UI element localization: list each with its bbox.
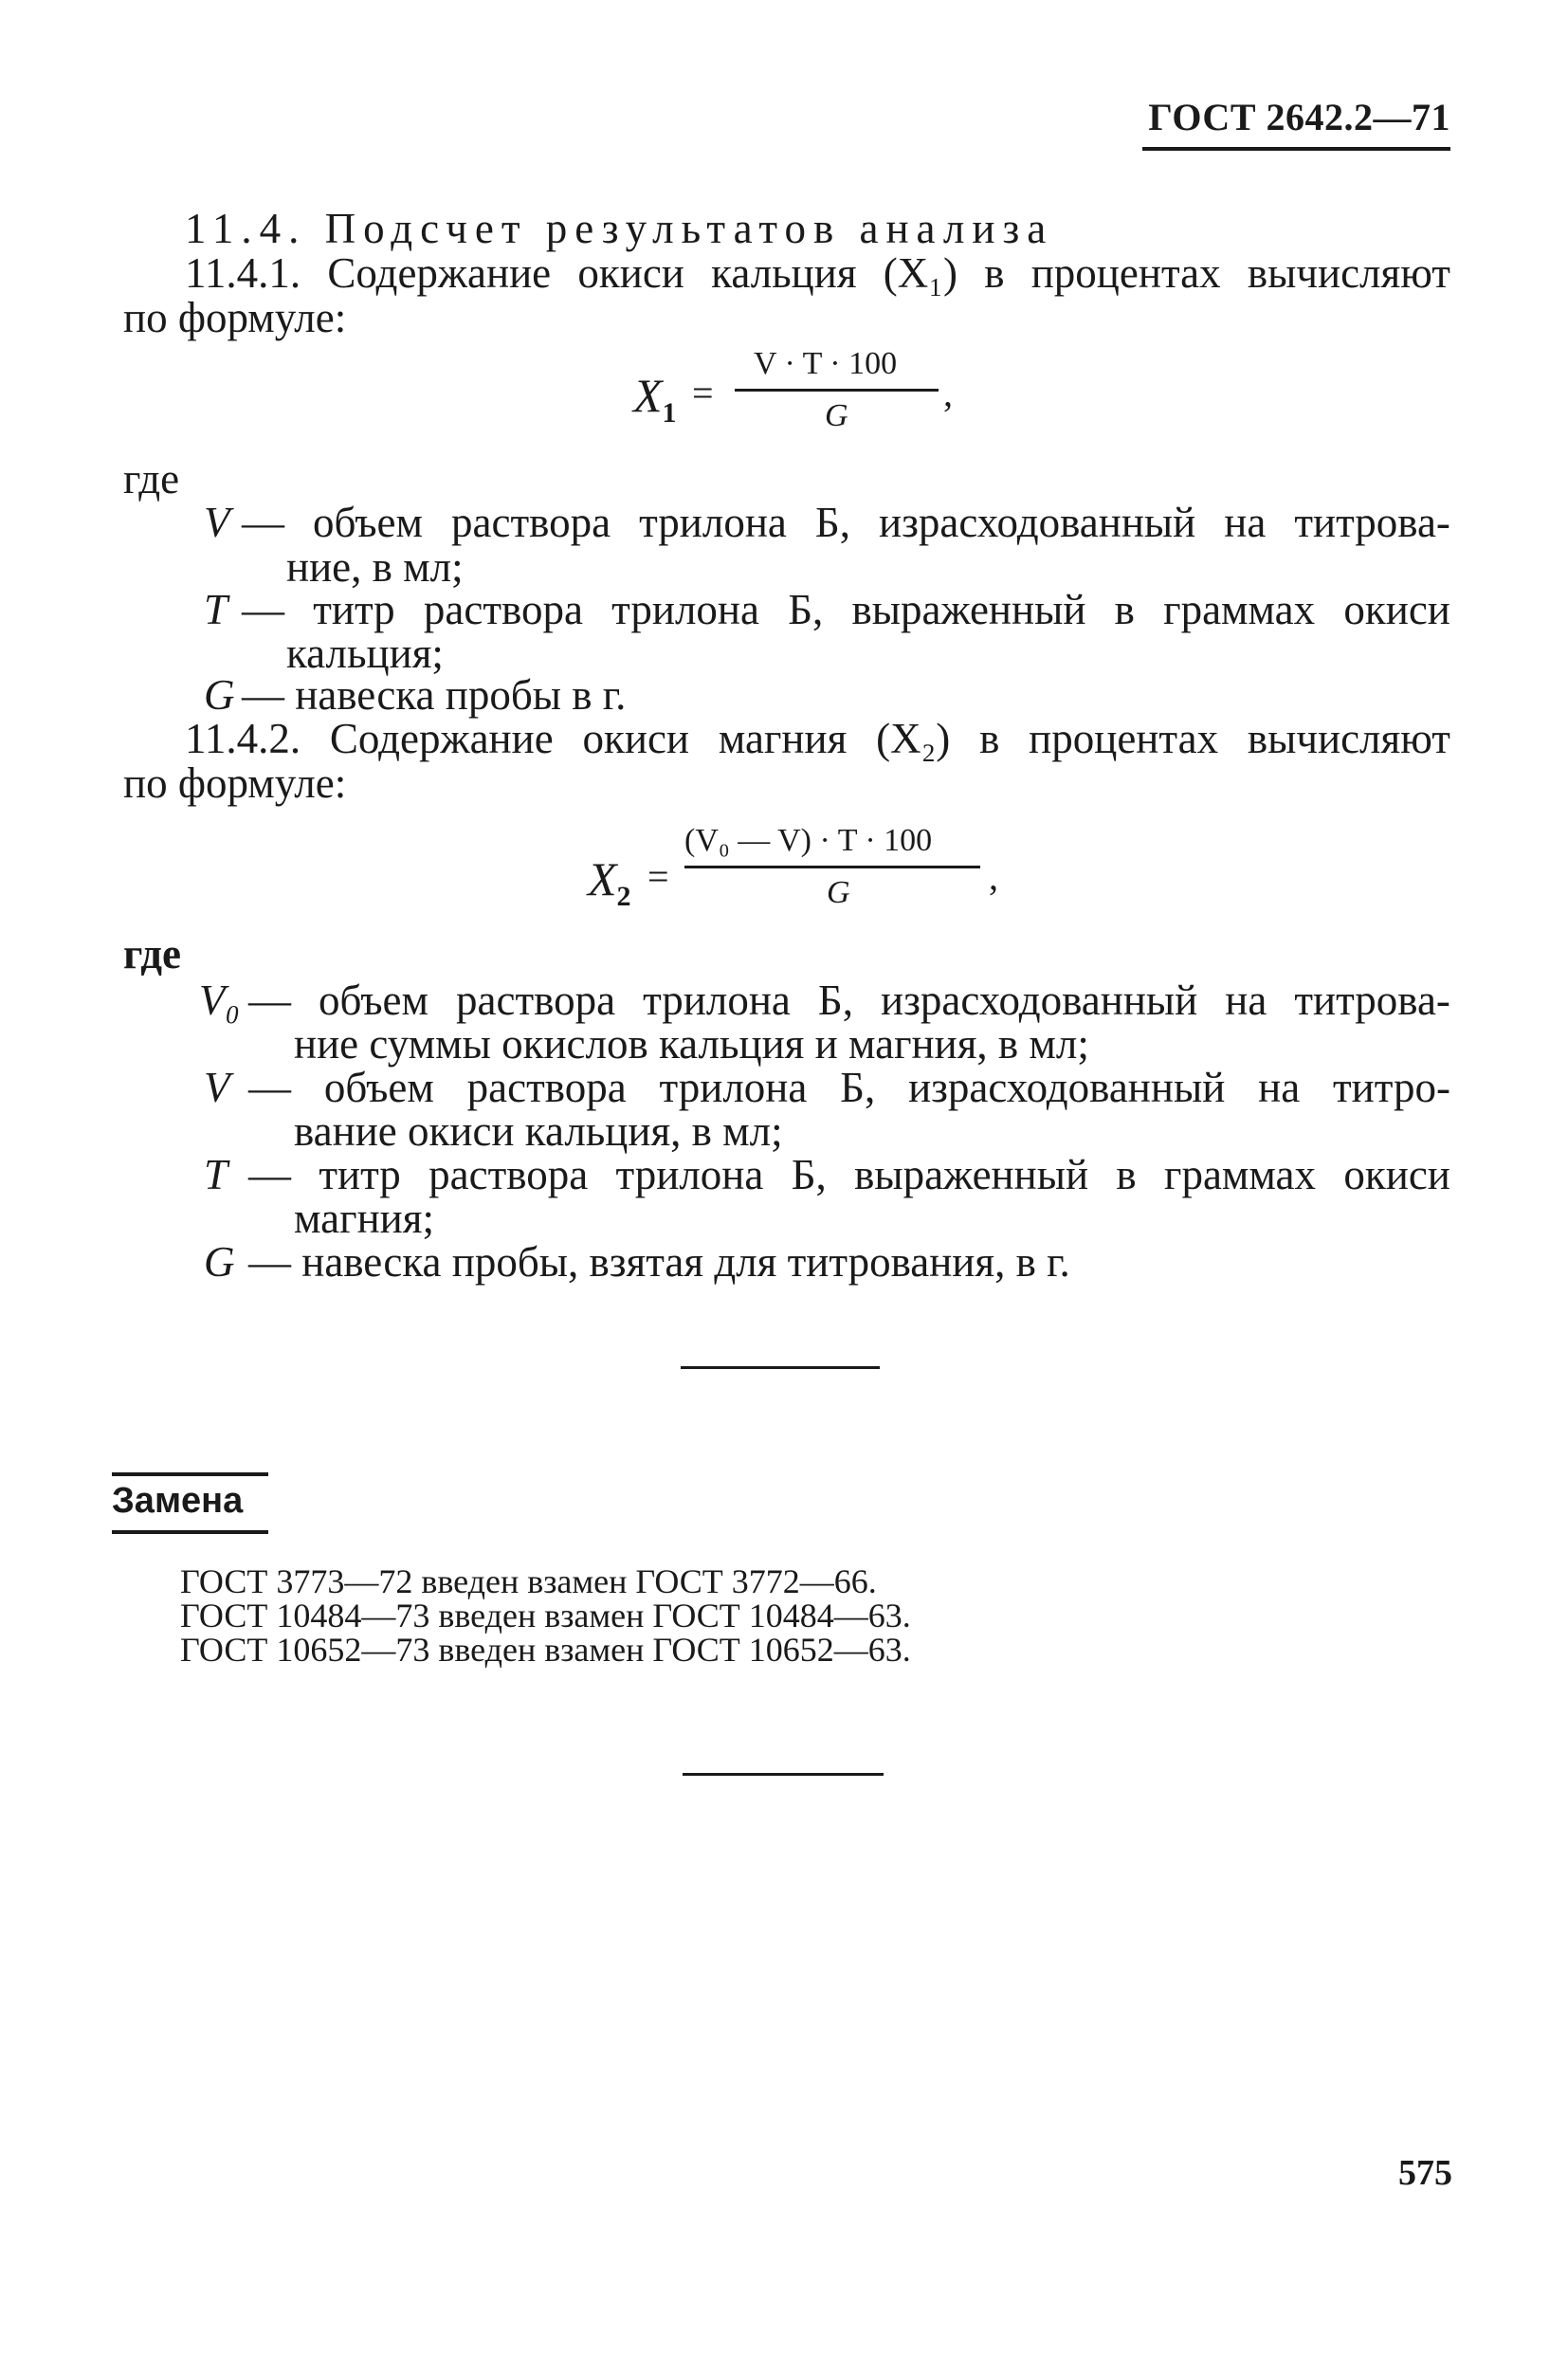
where-label-2: где xyxy=(123,930,181,977)
replacement-title: Замена xyxy=(112,1481,244,1521)
replacement-line-2: ГОСТ 10484—73 введен взамен ГОСТ 10484—63. xyxy=(180,1597,911,1634)
legend-1-t-line-2: кальция; xyxy=(286,630,444,677)
formula-2-comma: , xyxy=(989,855,998,898)
standard-header: ГОСТ 2642.2—71 xyxy=(1148,96,1450,138)
word: окиси xyxy=(582,715,690,762)
legend-1-g-line-1: — навеска пробы в г. xyxy=(242,671,627,719)
word: израсходованный xyxy=(908,1064,1226,1111)
word: трилона xyxy=(659,1064,808,1111)
word: в xyxy=(984,249,1005,297)
formula-2-bar xyxy=(684,866,980,868)
word: в xyxy=(1114,586,1135,633)
paragraph-1-line-2: по формуле: xyxy=(123,294,347,341)
replacement-rule-bottom xyxy=(112,1530,268,1534)
word: вычисляют xyxy=(1247,715,1450,762)
paragraph-2-line-1 xyxy=(185,717,1450,760)
legend-1-symbol-t: T xyxy=(204,586,228,633)
word: Б, xyxy=(840,1064,876,1111)
legend-2-symbol-g: G xyxy=(204,1238,235,1286)
word: трилона xyxy=(643,977,791,1024)
formula-1-x: X xyxy=(633,369,663,422)
legend-2-v0-line-1 xyxy=(248,978,1450,1022)
formula-1-denominator: G xyxy=(825,398,848,433)
word: раствора xyxy=(466,1064,627,1111)
word: окиси xyxy=(1343,1151,1450,1198)
formula-2-x: X xyxy=(588,852,617,905)
word: Б, xyxy=(817,977,853,1024)
replacement-rule-top xyxy=(112,1472,268,1476)
word: раствора xyxy=(451,499,611,546)
legend-2-t-line-1 xyxy=(248,1153,1450,1196)
word: титр xyxy=(319,1151,401,1198)
word: процентах xyxy=(1029,715,1219,762)
legend-1-symbol-v: V xyxy=(204,499,230,546)
word: титр xyxy=(313,586,395,633)
legend-2-g-line-1: — навеска пробы, взятая для титрования, в г. xyxy=(248,1238,1070,1286)
word: объем xyxy=(323,1064,434,1111)
word: израсходованный xyxy=(881,977,1198,1024)
word: кальция xyxy=(711,249,857,297)
word: титрова- xyxy=(1294,977,1450,1024)
word: 11.4.1. xyxy=(185,249,301,297)
word: магния xyxy=(718,715,848,762)
legend-1-t-line-1 xyxy=(242,588,1450,631)
paragraph-2-line-2: по формуле: xyxy=(123,759,347,807)
word: в xyxy=(979,715,1000,762)
word: окиси xyxy=(1343,586,1450,633)
word: 11.4.2. xyxy=(185,715,301,762)
word: граммах xyxy=(1163,586,1316,633)
replacement-line-1: ГОСТ 3773—72 введен взамен ГОСТ 3772—66. xyxy=(180,1562,877,1600)
word: раствора xyxy=(428,1151,589,1198)
word: трилона xyxy=(639,499,787,546)
formula-1-bar xyxy=(735,389,939,392)
section-separator xyxy=(681,1366,880,1369)
word: раствора xyxy=(456,977,616,1024)
word: Б, xyxy=(814,499,850,546)
replacement-line-3: ГОСТ 10652—73 введен взамен ГОСТ 10652—63. xyxy=(180,1631,911,1669)
formula-1-comma: , xyxy=(943,372,953,414)
word: — xyxy=(248,977,291,1024)
formula-2-x-sub: 2 xyxy=(616,881,631,912)
word: трилона xyxy=(615,1151,764,1198)
word: Б, xyxy=(791,1151,827,1198)
word: Б, xyxy=(788,586,824,633)
word: Содержание xyxy=(329,715,554,762)
word: на xyxy=(1225,977,1267,1024)
formula-2-denominator: G xyxy=(827,875,850,910)
word: (X₁) xyxy=(883,249,957,297)
word: израсходованный xyxy=(879,499,1196,546)
legend-1-v-line-1 xyxy=(242,501,1450,544)
where-label-1: где xyxy=(123,455,180,502)
word: граммах xyxy=(1163,1151,1317,1198)
formula-1-numerator: V · T · 100 xyxy=(754,346,898,381)
word: (X₂) xyxy=(876,715,951,762)
word: вычисляют xyxy=(1247,249,1450,297)
word: — xyxy=(248,1151,291,1198)
legend-2-v-line-2: вание окиси кальция, в мл; xyxy=(294,1107,783,1155)
formula-1-lhs xyxy=(633,368,677,429)
word: — xyxy=(248,1064,291,1111)
word: выраженный xyxy=(854,1151,1089,1198)
legend-2-symbol-t: T xyxy=(204,1151,228,1198)
header-rule xyxy=(1142,147,1450,151)
formula-2-lhs xyxy=(588,851,631,913)
bottom-separator xyxy=(683,1773,884,1776)
section-heading: 11.4. Подсчет результатов анализа xyxy=(185,205,1054,252)
legend-2-symbol-v0: V₀ xyxy=(199,977,241,1024)
formula-1-equals: = xyxy=(692,372,714,414)
page-number: 575 xyxy=(1398,2153,1452,2193)
legend-2-v-line-1 xyxy=(248,1066,1450,1109)
word: окиси xyxy=(577,249,684,297)
legend-2-v0-line-2: ние суммы окислов кальция и магния, в мл; xyxy=(294,1020,1089,1068)
word: титро- xyxy=(1333,1064,1450,1111)
word: объем xyxy=(319,977,429,1024)
legend-1-symbol-g: G xyxy=(204,671,235,719)
word: трилона xyxy=(611,586,759,633)
word: — xyxy=(242,586,284,633)
word: на xyxy=(1224,499,1267,546)
formula-1-x-sub: 1 xyxy=(662,397,677,429)
word: — xyxy=(242,499,284,546)
word: титрова- xyxy=(1294,499,1450,546)
word: в xyxy=(1116,1151,1137,1198)
paragraph-1-line-1 xyxy=(185,251,1450,295)
formula-2-equals: = xyxy=(647,855,669,898)
word: выраженный xyxy=(851,586,1086,633)
word: процентах xyxy=(1030,249,1221,297)
legend-2-t-line-2: магния; xyxy=(294,1195,434,1242)
formula-2-numerator: (V₀ — V) · T · 100 xyxy=(684,823,933,858)
legend-1-v-line-2: ние, в мл; xyxy=(286,543,464,591)
word: раствора xyxy=(423,586,583,633)
word: Содержание xyxy=(327,249,552,297)
legend-2-symbol-v: V xyxy=(204,1064,230,1111)
word: объем xyxy=(313,499,424,546)
word: на xyxy=(1258,1064,1301,1111)
